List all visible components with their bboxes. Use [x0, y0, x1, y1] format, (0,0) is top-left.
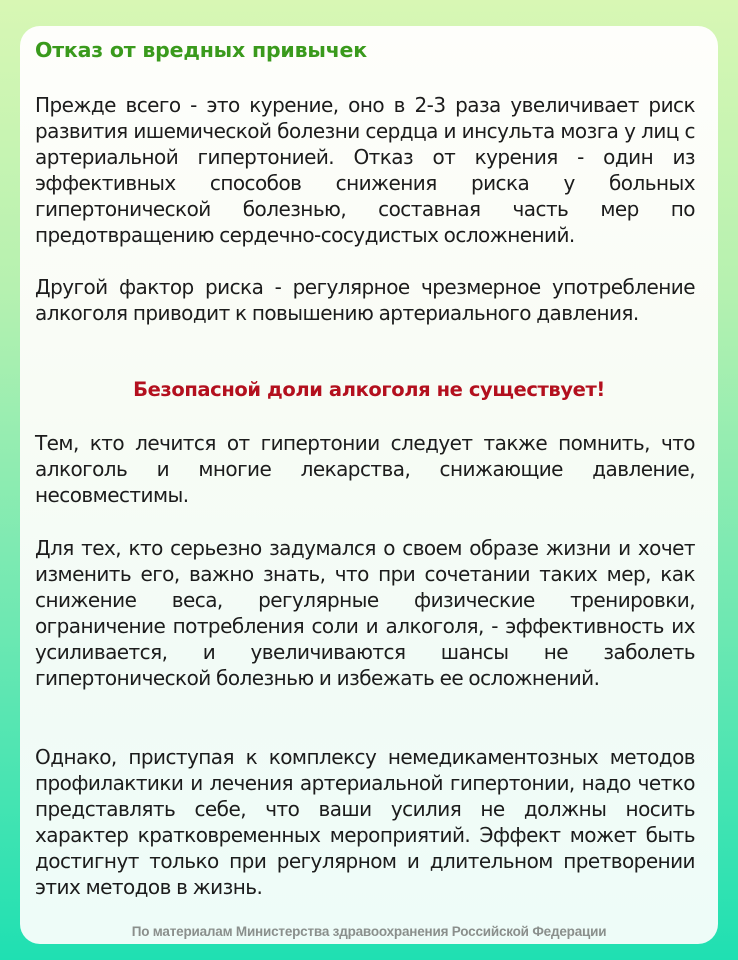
paragraph-long-term: Однако, приступая к комплексу немедикаментозных методов профилактики и лечения артериальной гипертонии, надо четко представлять себе, что ваши усилия не должны носить характер кратковременных мероприятий. Эффект может быть достигнут только при регулярном и длительном претворении этих методов в жизнь. — [35, 745, 695, 899]
content-card — [20, 26, 718, 944]
paragraph-alcohol-risk: Другой фактор риска - регулярное чрезмерное употребление алкоголя приводит к повышению артериального давления. — [35, 275, 695, 325]
paragraph-medication: Тем, кто лечится от гипертонии следует также помнить, что алкоголь и многие лекарства, снижающие давление, несовместимы. — [35, 431, 695, 507]
paragraph-smoking: Прежде всего - это курение, оно в 2-3 раза увеличивает риск развития ишемической болезни сердца и инсульта мозга у лиц с артериальной гипертонией. Отказ от курения - один из эффективных способов снижения риска у больных гипертонической болезнью, составная часть мер по предотвращению сердечно-сосудистых осложнений. — [35, 93, 695, 247]
section-title: Отказ от вредных привычек — [35, 38, 367, 62]
source-credit: По материалам Министерства здравоохранения Российской Федерации — [131, 924, 607, 939]
alcohol-warning: Безопасной доли алкоголя не существует! — [133, 378, 605, 401]
paragraph-lifestyle: Для тех, кто серьезно задумался о своем образе жизни и хочет изменить его, важно знать, что при сочетании таких мер, как снижение веса, регулярные физические тренировки, ограничение потребления соли и алкоголя, - эффективность их усиливается, и увеличиваются шансы не заболеть гипертонической болезнью и избежать ее осложнений. — [35, 536, 695, 690]
